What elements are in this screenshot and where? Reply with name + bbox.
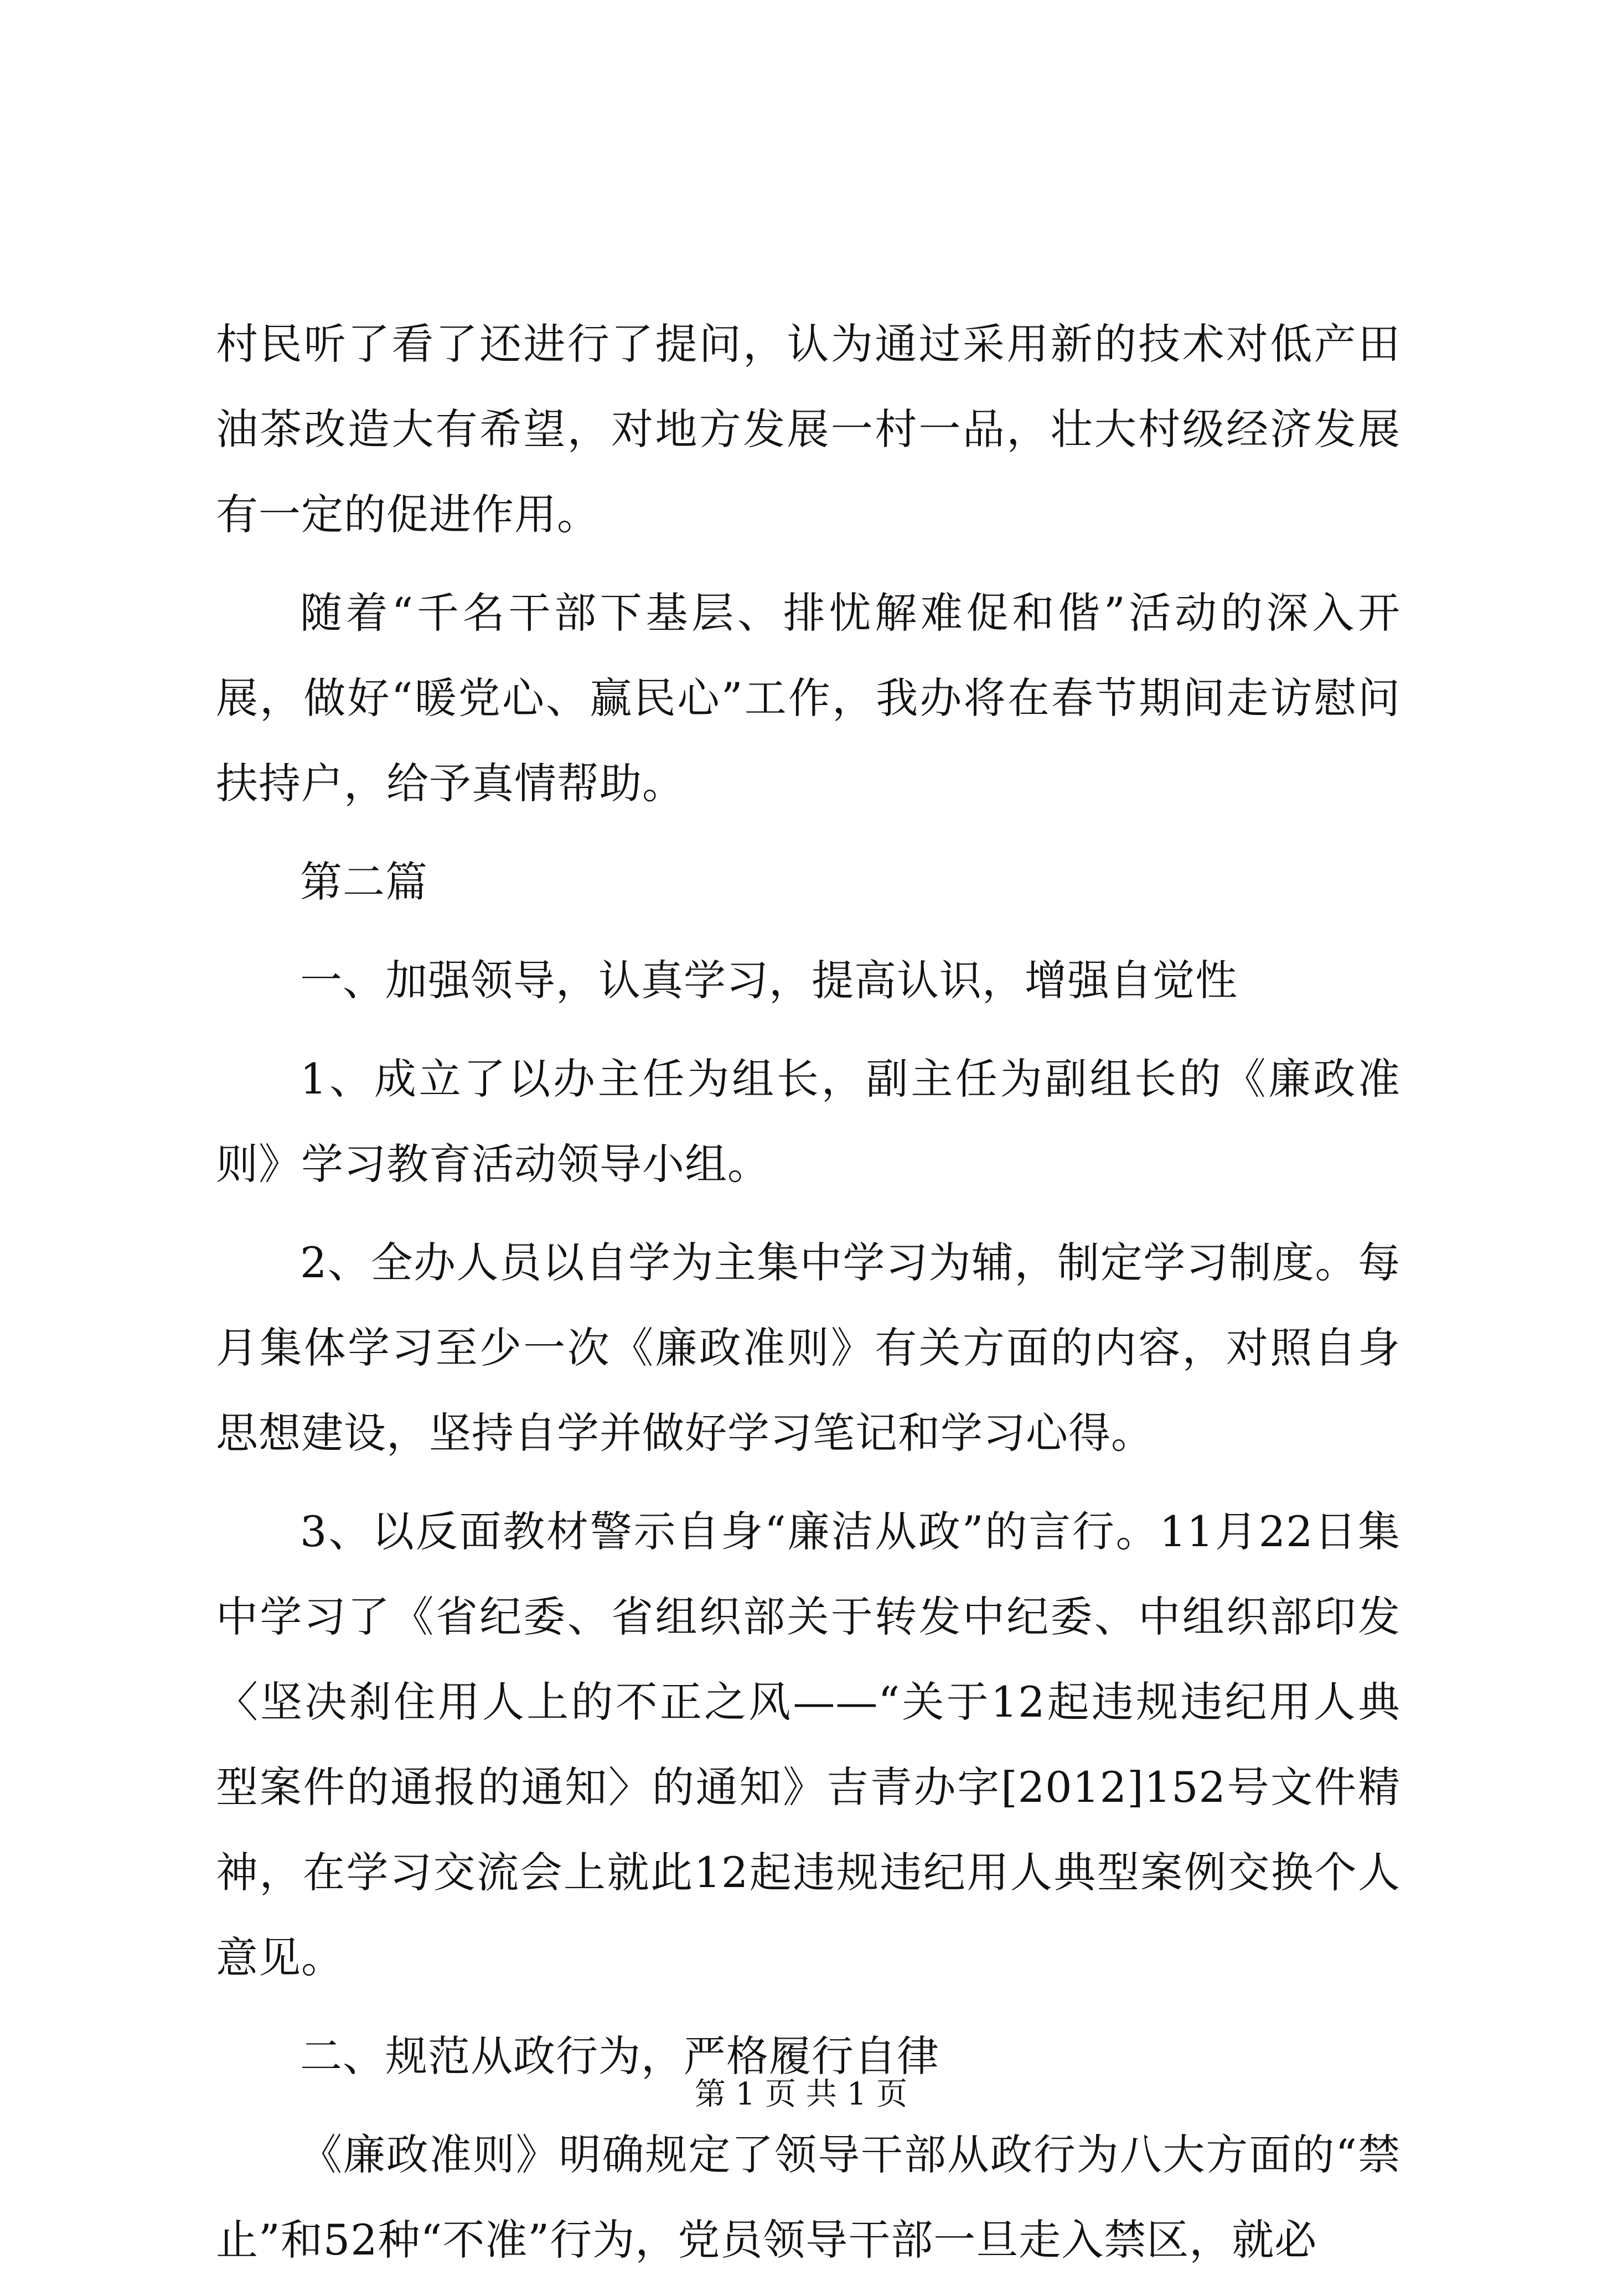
paragraph-regulations: 《廉政准则》明确规定了领导干部从政行为八大方面的“禁止”和52种“不准”行为，党员领导干部一旦走入禁区，就必 <box>216 2130 1401 2264</box>
paragraph-continuation: 村民听了看了还进行了提问，认为通过采用新的技术对低产田油茶改造大有希望，对地方发展一村一品，壮大村级经济发展有一定的促进作用。 <box>216 319 1401 539</box>
page-footer: 第 1 页 共 1 页 <box>694 2076 908 2112</box>
document-body <box>216 302 1401 2296</box>
section-title-second-article: 第二篇 <box>300 857 428 906</box>
paragraph-visit-plan: 随着“千名干部下基层、排忧解难促和偕”活动的深入开展，做好“暖党心、赢民心”工作，我办将在春节期间走访慰问扶持户，给予真情帮助。 <box>216 588 1401 808</box>
section-heading-1: 一、加强领导，认真学习，提高认识，增强自觉性 <box>300 956 1238 1005</box>
list-item-1: 1、成立了以办主任为组长，副主任为副组长的《廉政准则》学习教育活动领导小组。 <box>216 1054 1401 1189</box>
list-item-2: 2、全办人员以自学为主集中学习为辅，制定学习制度。每月集体学习至少一次《廉政准则》有关方面的内容，对照自身思想建设，坚持自学并做好学习笔记和学习心得。 <box>216 1238 1401 1458</box>
list-item-3: 3、以反面教材警示自身“廉洁从政”的言行。11月22日集中学习了《省纪委、省组织部关于转发中纪委、中组织部印发〈坚决刹住用人上的不正之风——“关于12起违规违纪用人典型案件的通报的通知〉的通知》吉青办字[2012]152号文件精神，在学习交流会上就此12起违规违纪用人典型案例交换个人意见。 <box>216 1507 1401 1982</box>
section-heading-2: 二、规范从政行为，严格履行自律 <box>300 2031 939 2081</box>
